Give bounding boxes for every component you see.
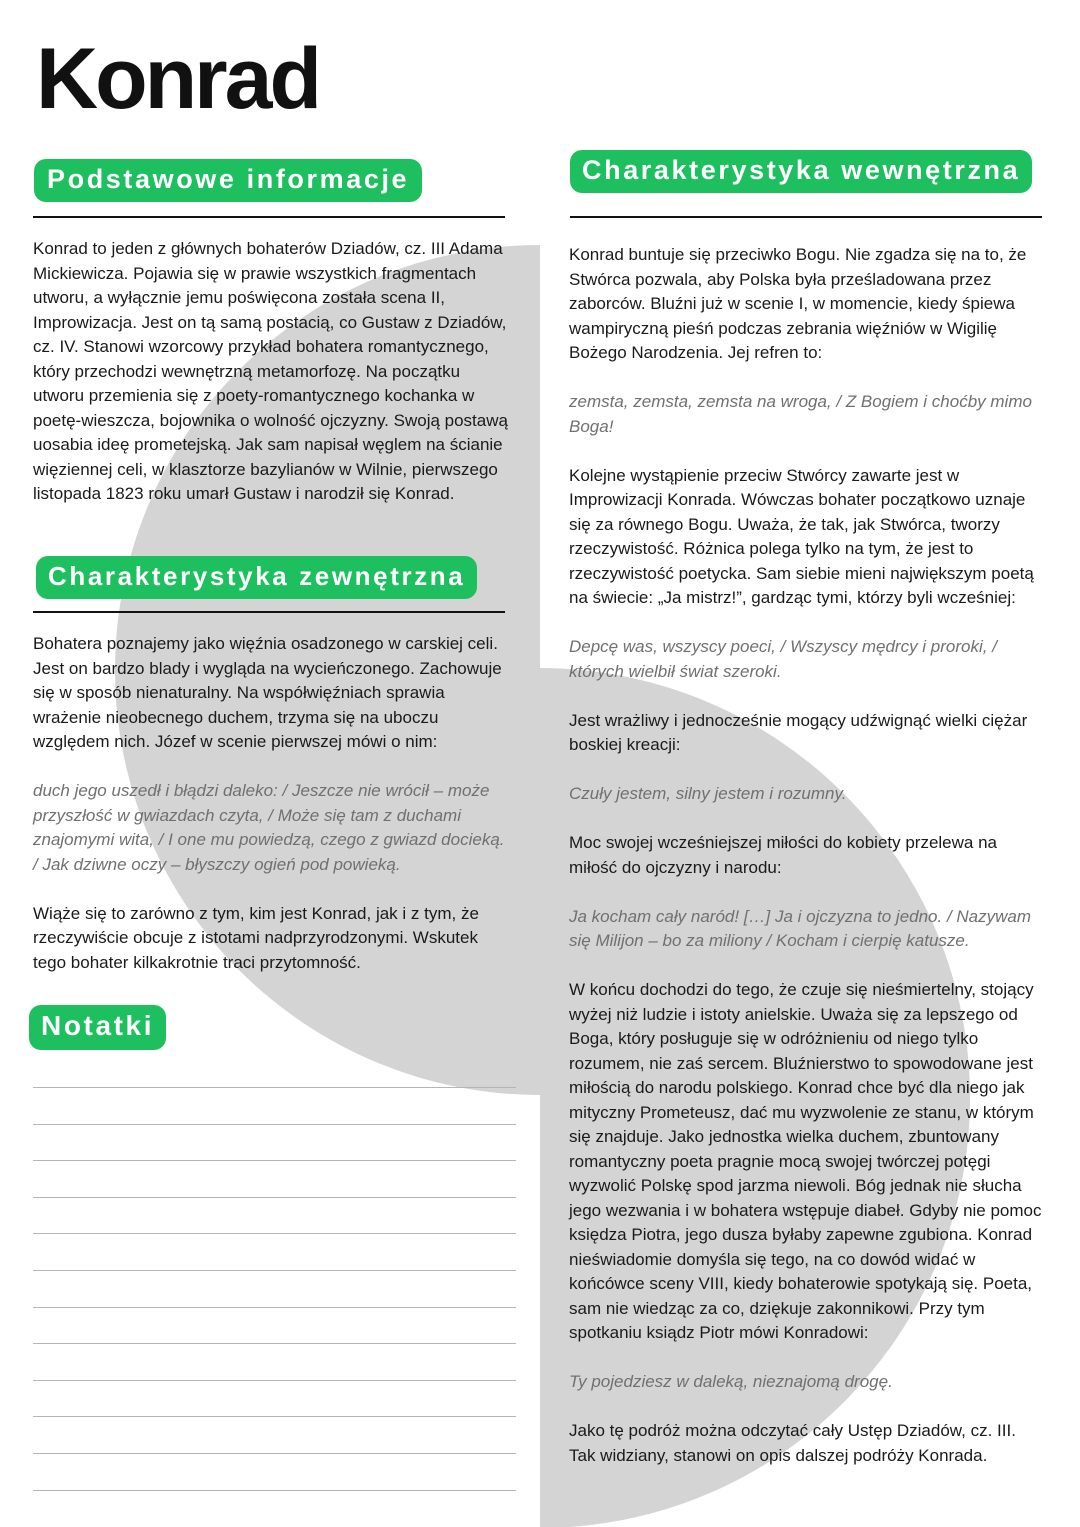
basic-info-text: [33, 237, 508, 531]
page-title: Konrad: [36, 31, 319, 127]
divider: [570, 216, 1042, 218]
note-line[interactable]: [33, 1380, 516, 1381]
heading-external: Charakterystyka zewnętrzna: [36, 556, 477, 599]
paragraph: Jako tę podróż można odczytać cały Ustęp Dziadów, cz. III. Tak widziany, stanowi on opis dalszej podróży Konrada.: [569, 1421, 1016, 1465]
divider: [33, 611, 505, 613]
note-line[interactable]: [33, 1270, 516, 1271]
paragraph: Konrad to jeden z głównych bohaterów Dziadów, cz. III Adama Mickiewicza. Pojawia się w prawie wszystkich fragmentach utworu, a wyłącznie jemu poświęcona została scena II, Improwizacja. Jest on tą samą postacią, co Gustaw z Dziadów, cz. IV. Stanowi wzorcowy przykład bohatera romantycznego, który przechodzi wewnętrzną metamorfozę. Na początku utworu przemienia się z poety-romantycznego kochanka w poetę-wieszcza, bojownika o wolność ojczyzny. Swoją postawą uosabia ideę prometejską. Jak sam napisał węglem na ścianie więziennej celi, w klasztorze bazylianów w Wilnie, pierwszego listopada 1823 roku umarł Gustaw i narodził się Konrad.: [33, 239, 508, 503]
quote: Ty pojedziesz w daleką, nieznajomą drogę.: [569, 1372, 893, 1391]
note-line[interactable]: [33, 1233, 516, 1234]
heading-notes: Notatki: [29, 1005, 166, 1050]
note-line[interactable]: [33, 1416, 516, 1417]
quote: zemsta, zemsta, zemsta na wroga, / Z Bogiem i choćby mimo Boga!: [569, 392, 1032, 436]
note-line[interactable]: [33, 1490, 516, 1491]
quote: Ja kocham cały naród! […] Ja i ojczyzna to jedno. / Nazywam się Milijon – bo za miliony / Kocham i cierpię katusze.: [569, 906, 1032, 950]
note-line[interactable]: [33, 1124, 516, 1125]
quote: Czuły jestem, silny jestem i rozumny.: [569, 784, 847, 803]
heading-internal: Charakterystyka wewnętrzna: [570, 150, 1032, 193]
paragraph: Jest wrażliwy i jednocześnie mogący udźwignąć wielki ciężar boskiej kreacji:: [569, 710, 1028, 754]
note-line[interactable]: [33, 1197, 516, 1198]
quote: duch jego uszedł i błądzi daleko: / Jeszcze nie wrócił – może przyszłość w gwiazdach czyta, / Może się tam z duchami znajomymi wita, / I one mu powiedzą, czego z gwiazd docieką. / Jak dziwne oczy – błyszczy ogień pod powieką.: [33, 781, 505, 874]
heading-basic-info: Podstawowe informacje: [34, 159, 422, 202]
quote: Depcę was, wszyscy poeci, / Wszyscy mędrcy i proroki, / których wielbił świat szeroki.: [569, 637, 997, 681]
note-line[interactable]: [33, 1453, 516, 1454]
paragraph: W końcu dochodzi do tego, że czuje się nieśmiertelny, stojący wyżej niż ludzie i istoty anielskie. Uważa się za lepszego od Boga, który posługuje się w odróżnieniu od niego tylko rozumem, nie zaś sercem. Bluźnierstwo to spowodowane jest miłością do narodu polskiego. Konrad chce być dla niego jak mityczny Prometeusz, dać mu wyzwolenie ze stanu, w którym się znajduje. Jako jednostka wielka duchem, zbuntowany romantyczny poeta pragnie mocą swojej twórczej potęgi wyzwolić Polskę spod jarzma niewoli. Bóg jednak nie słucha jego wezwania i w bohatera wstępuje diabeł. Gdyby nie pomoc księdza Piotra, jego dusza byłaby zapewne zgubiona. Konrad nieświadomie domyśla się tego, na co dowód widać w końcówce sceny VIII, kiedy bohaterowie spotykają się. Poeta, sam nie wiedząc za co, dziękuje zakonnikowi. Przy tym spotkaniu ksiądz Piotr mówi Konradowi:: [569, 980, 1042, 1342]
external-text: [33, 632, 508, 1000]
paragraph: Wiąże się to zarówno z tym, kim jest Konrad, jak i z tym, że rzeczywiście obcuje z istotami nadprzyrodzonymi. Wskutek tego bohater kilkakrotnie traci przytomność.: [33, 903, 479, 972]
internal-text: [569, 243, 1044, 1493]
paragraph: Bohatera poznajemy jako więźnia osadzonego w carskiej celi. Jest on bardzo blady i wygląda na wycieńczonego. Zachowuje się w sposób nienaturalny. Na współwięźniach sprawia wrażenie nieobecnego duchem, trzyma się na uboczu względem nich. Józef w scenie pierwszej mówi o nim:: [33, 634, 502, 751]
divider: [33, 216, 505, 218]
paragraph: Konrad buntuje się przeciwko Bogu. Nie zgadza się na to, że Stwórca pozwala, aby Polska była prześladowana przez zaborców. Bluźni już w scenie I, w momencie, kiedy śpiewa wampiryczną pieśń podczas zebrania więźniów w Wigilię Bożego Narodzenia. Jej refren to:: [569, 245, 1027, 362]
note-line[interactable]: [33, 1307, 516, 1308]
note-line[interactable]: [33, 1343, 516, 1344]
paragraph: Moc swojej wcześniejszej miłości do kobiety przelewa na miłość do ojczyzny i narodu:: [569, 833, 998, 877]
note-line[interactable]: [33, 1160, 516, 1161]
note-line[interactable]: [33, 1087, 516, 1088]
paragraph: Kolejne wystąpienie przeciw Stwórcy zawarte jest w Improwizacji Konrada. Wówczas bohater początkowo uznaje się za równego Bogu. Uważa, że tak, jak Stwórca, tworzy rzeczywistość. Różnica polega tylko na tym, że jest to rzeczywistość poetycka. Sam siebie mieni największym poetą na świecie: „Ja mistrz!”, gardząc tymi, którzy byli wcześniej:: [569, 465, 1034, 607]
